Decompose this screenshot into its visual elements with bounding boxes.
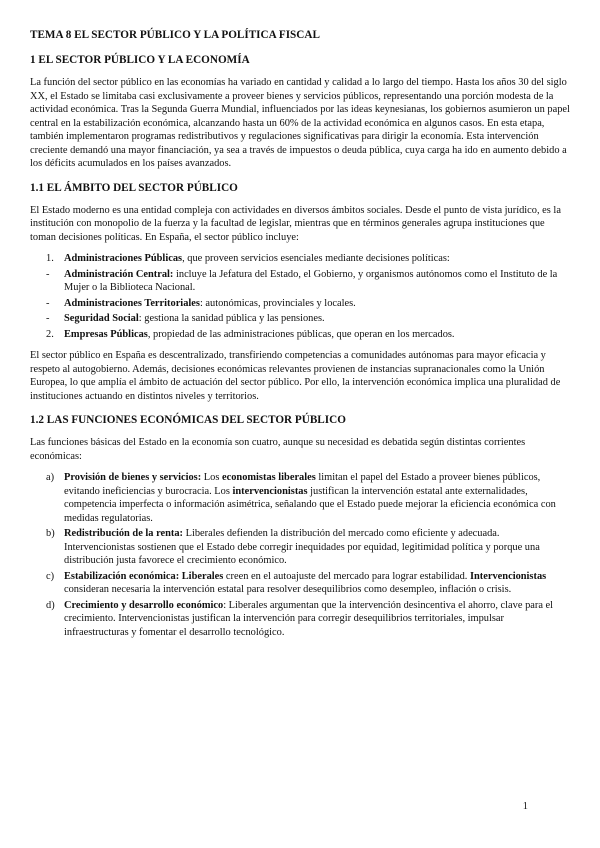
economic-functions-list <box>30 471 570 639</box>
list-item-bold: Administraciones Públicas <box>64 253 183 264</box>
list-item <box>30 570 570 597</box>
list-marker: - <box>46 297 50 309</box>
list-item <box>30 471 570 525</box>
list-item-bold: Crecimiento y desarrollo económico <box>64 599 224 611</box>
section-1-1-paragraph-2: El sector público en España es descentralizado, transfiriendo competencias a comunidades autónomas para mayor eficacia y respeto al autogobierno. Además, decisiones económicas relevantes provienen de instancias supranacionales como la Unión Europea, lo que amplía el ámbito de actuación del sector público. Por ello, la intervención económica implica una pluralidad de instituciones actuando en distintos niveles y territorios. <box>30 350 561 402</box>
list-item-text: justifican la intervención estatal ante externalidades, competencia imperfecta o información asimétrica, señalando que el Estado puede mejorar la eficiencia económica con medidas regulatorias. <box>64 485 556 524</box>
list-item <box>30 268 570 295</box>
section-1-1-heading: 1.1 EL ÁMBITO DEL SECTOR PÚBLICO <box>30 181 238 194</box>
list-item-text: limitan el papel del Estado a proveer bienes públicos, evitando ineficiencias y burocracia. Los <box>64 472 541 497</box>
list-item-text: Liberales defienden la distribución del mercado como eficiente y adecuada. Intervencionistas sostienen que el Estado debe corregir inequidades por equidad, legitimidad política y porque una distribución justa favorece el crecimiento económico. <box>64 528 540 566</box>
list-item-text: : gestiona la sanidad pública y las pensiones. <box>138 313 325 324</box>
list-item <box>30 312 570 326</box>
list-item-bold: intervencionistas <box>232 485 308 497</box>
list-item-text: , propiedad de las administraciones públicas, que operan en los mercados. <box>147 328 455 340</box>
list-marker: - <box>46 268 50 280</box>
list-item-bold: Seguridad Social <box>64 313 139 324</box>
section-1-paragraph: La función del sector público en las economías ha variado en cantidad y calidad a lo largo del tiempo. Hasta los años 30 del siglo XX, el Estado se limitaba casi exclusivamente a proveer bienes y servicios públicos, representando una porción modesta de la actividad económica. Tras la Segunda Guerra Mundial, influenciados por las ideas keynesianas, los gobiernos asumieron un papel central en la estabilización económica, alcanzando hasta un 60% de la actividad económica en algunos casos. En esta etapa, también implementaron programas redistributivos y regulaciones significativas para dirigir la economía. Esta intervención creciente demandó una mayor financiación, ya sea a través de impuestos o deuda pública, cuya carga ha ido en aumento debido a los déficits acumulados en los países avanzados. <box>30 77 570 169</box>
list-item-bold: Redistribución de la renta: <box>64 528 184 539</box>
page-number: 1 <box>522 801 528 812</box>
list-item-bold: Intervencionistas <box>469 570 547 582</box>
list-item-bold: Estabilización económica: Liberales <box>64 570 224 582</box>
list-item-bold: economistas liberales <box>222 472 316 483</box>
public-sector-list <box>30 252 570 341</box>
list-item <box>30 297 570 311</box>
list-item-text: consideran necesaria la intervención estatal para resolver desequilibrios como desempleo, inflación o crisis. <box>64 584 512 595</box>
list-marker: a) <box>46 472 55 483</box>
list-marker: - <box>46 313 50 324</box>
list-marker: b) <box>46 528 55 539</box>
list-marker: 1. <box>46 253 54 264</box>
list-item-text: Los <box>201 472 222 483</box>
section-1-heading: 1 EL SECTOR PÚBLICO Y LA ECONOMÍA <box>30 54 250 66</box>
list-item-text: creen en el autoajuste del mercado para lograr estabilidad. <box>223 570 470 582</box>
list-marker: d) <box>46 599 55 611</box>
list-item-bold: Empresas Públicas <box>64 328 148 340</box>
list-marker: c) <box>46 570 55 582</box>
section-1-2-paragraph: Las funciones básicas del Estado en la economía son cuatro, aunque su necesidad es debatida según distintas corrientes económicas: <box>30 437 526 462</box>
list-item-text: incluye la Jefatura del Estado, el Gobierno, y organismos autónomos como el Instituto de la Mujer o la Biblioteca Nacional. <box>64 268 558 293</box>
list-marker: 2. <box>46 328 54 340</box>
section-1-1-paragraph: El Estado moderno es una entidad compleja con actividades en diversos ámbitos sociales. Desde el punto de vista jurídico, es la institución con monopolio de la fuerza y la facultad de legislar, mientras que en términos generales agrupa instituciones que toman decisiones políticas. En España, el sector público incluye: <box>30 204 561 243</box>
list-item-text: : autonómicas, provinciales y locales. <box>199 297 356 309</box>
list-item-bold: Administraciones Territoriales <box>64 297 200 309</box>
list-item-bold: Provisión de bienes y servicios: <box>64 472 202 483</box>
list-item <box>30 599 570 640</box>
list-item-bold: Administración Central: <box>64 268 174 280</box>
list-item-text: : Liberales argumentan que la intervención desincentiva el ahorro, clave para el crecimiento. Intervencionistas justifican la intervención para corregir desequilibrios territoriales, impulsar infraestructuras y fomentar el desarrollo tecnológico. <box>64 599 554 638</box>
list-item <box>30 527 570 568</box>
list-item <box>30 328 570 342</box>
list-item <box>30 252 570 266</box>
document-title: TEMA 8 EL SECTOR PÚBLICO Y LA POLÍTICA FISCAL <box>30 29 320 41</box>
list-item-text: , que proveen servicios esenciales mediante decisiones políticas: <box>182 253 450 264</box>
section-1-2-heading: 1.2 LAS FUNCIONES ECONÓMICAS DEL SECTOR PÚBLICO <box>30 414 346 426</box>
